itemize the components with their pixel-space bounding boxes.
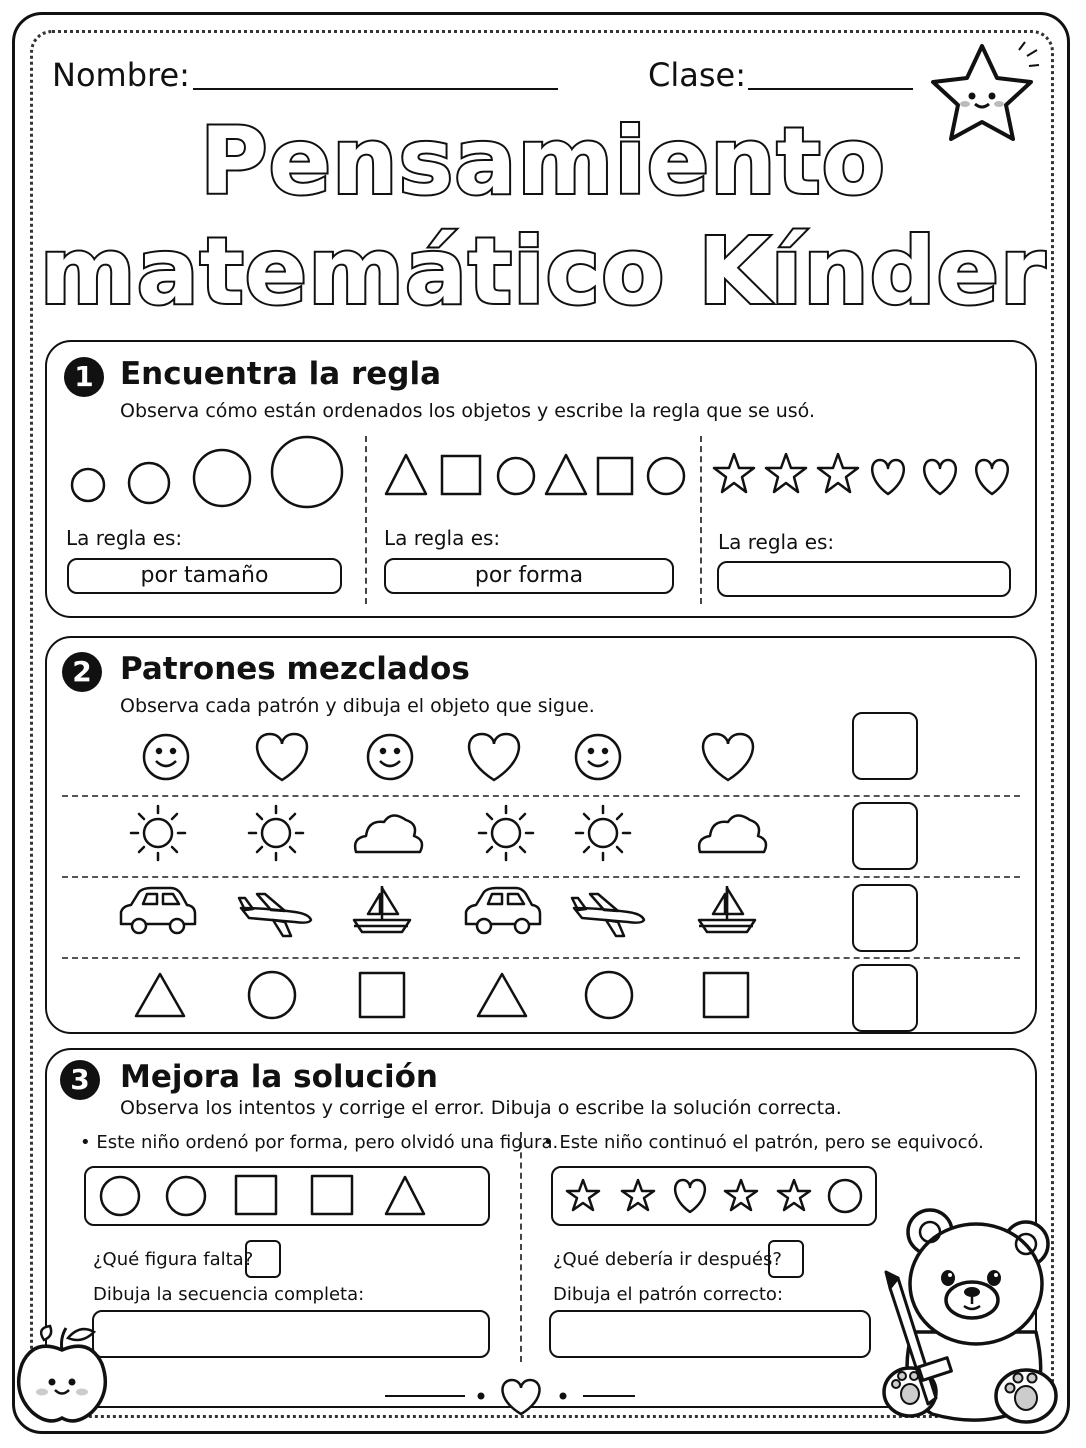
heart-shape	[872, 460, 904, 494]
pattern-row-suns-clouds	[120, 804, 780, 866]
section-2-subtitle: Observa cada patrón y dibuja el objeto que sigue.	[120, 695, 595, 717]
section-3-subtitle: Observa los intentos y corrige el error. Dibuja o escribe la solución correcta.	[120, 1097, 842, 1119]
sun-icon	[576, 806, 630, 860]
sailboat-icon	[354, 886, 410, 932]
sun-icon	[479, 806, 533, 860]
answer-box[interactable]	[852, 802, 918, 870]
smiley-icon	[368, 735, 412, 779]
section-2-number: 2	[62, 652, 102, 692]
pattern-row-shapes	[130, 966, 770, 1026]
left-instruction: • Este niño ordenó por forma, pero olvidó una figura.	[80, 1132, 559, 1153]
circle-shape	[272, 437, 342, 507]
car-icon	[121, 888, 195, 933]
rule-answer-box[interactable]: por tamaño	[67, 558, 342, 594]
class-line[interactable]	[748, 88, 913, 90]
triangle-shape	[546, 455, 586, 494]
circle-shape	[101, 1177, 139, 1215]
next-item-answer-box[interactable]	[768, 1240, 804, 1278]
draw-sequence-label: Dibuja la secuencia completa:	[93, 1284, 365, 1305]
triangle-shape	[136, 974, 184, 1016]
heart-icon	[257, 734, 307, 780]
row-divider	[62, 957, 1020, 959]
draw-pattern-label: Dibuja el patrón correcto:	[553, 1284, 784, 1305]
square-shape	[442, 456, 480, 494]
cloud-icon	[699, 815, 766, 852]
star-shape	[725, 1180, 757, 1210]
star-shape	[714, 454, 754, 492]
title-line-2: matemático Kínder	[39, 218, 1047, 325]
rule-label: La regla es:	[66, 526, 183, 550]
car-icon	[466, 888, 540, 933]
draw-sequence-box[interactable]	[92, 1310, 490, 1358]
row-divider	[62, 795, 1020, 797]
star-shape	[567, 1180, 599, 1210]
heart-icon	[703, 734, 753, 780]
heart-shape	[924, 460, 956, 494]
divider	[365, 436, 367, 604]
circle-shape	[648, 458, 684, 494]
section-3-number: 3	[60, 1060, 100, 1100]
pattern-row-vehicles	[115, 884, 795, 948]
right-instruction: • Este niño continuó el patrón, pero se equivocó.	[543, 1132, 984, 1153]
airplane-icon	[239, 894, 311, 936]
class-label: Clase:	[648, 56, 746, 94]
square-shape	[704, 973, 748, 1017]
circle-shape	[498, 458, 534, 494]
title-line-1: Pensamiento	[200, 108, 886, 215]
section-1-title: Encuentra la regla	[120, 356, 441, 392]
circle-shape	[129, 463, 169, 503]
star-shape	[622, 1180, 654, 1210]
square-shape	[312, 1176, 352, 1214]
attempt-sequence-right	[551, 1166, 877, 1226]
circle-shape	[167, 1177, 205, 1215]
star-shape	[778, 1180, 810, 1210]
sequence-stars-hearts	[708, 448, 1028, 508]
square-shape	[598, 458, 632, 494]
rule-answer-box[interactable]: por forma	[384, 558, 674, 594]
section-1-subtitle: Observa cómo están ordenados los objetos y escribe la regla que se usó.	[120, 400, 816, 422]
square-shape	[236, 1176, 276, 1214]
circle-shape	[829, 1180, 861, 1212]
circle-shape	[586, 972, 632, 1018]
footer-divider	[385, 1378, 635, 1418]
divider	[700, 436, 702, 604]
smiley-icon	[576, 735, 620, 779]
divider	[520, 1132, 522, 1362]
circle-shape	[194, 450, 250, 506]
section-3-title: Mejora la solución	[120, 1059, 438, 1095]
heart-shape	[976, 460, 1008, 494]
next-item-question: ¿Qué debería ir después?	[553, 1249, 782, 1270]
sequence-by-size	[60, 430, 360, 520]
circle-shape	[249, 972, 295, 1018]
missing-shape-question: ¿Qué figura falta?	[93, 1249, 254, 1270]
answer-box[interactable]	[852, 964, 918, 1032]
sun-icon	[249, 806, 303, 860]
sailboat-icon	[699, 886, 755, 932]
section-1-number: 1	[64, 357, 104, 397]
star-shape	[818, 454, 858, 492]
sequence-by-shape	[380, 440, 690, 510]
square-shape	[360, 973, 404, 1017]
name-line[interactable]	[193, 88, 558, 90]
airplane-icon	[572, 894, 644, 936]
sun-icon	[131, 806, 185, 860]
teddy-bear-icon	[872, 1192, 1062, 1428]
triangle-shape	[386, 455, 426, 494]
circle-shape	[72, 469, 104, 501]
rule-answer-box[interactable]	[717, 561, 1011, 597]
attempt-sequence-left	[84, 1166, 490, 1226]
apple-mascot-icon	[14, 1320, 114, 1430]
star-shape	[766, 454, 806, 492]
triangle-shape	[386, 1177, 424, 1214]
row-divider	[62, 876, 1020, 878]
triangle-shape	[478, 974, 526, 1016]
pattern-row-faces-hearts	[130, 726, 770, 788]
name-label: Nombre:	[52, 56, 190, 94]
smiley-icon	[144, 735, 188, 779]
cloud-icon	[355, 815, 422, 852]
heart-icon	[502, 1380, 539, 1414]
draw-pattern-box[interactable]	[549, 1310, 871, 1358]
rule-label: La regla es:	[718, 530, 835, 554]
section-2-title: Patrones mezclados	[120, 651, 470, 687]
rule-label: La regla es:	[384, 526, 501, 550]
heart-icon	[469, 734, 519, 780]
answer-box[interactable]	[852, 884, 918, 952]
missing-shape-answer-box[interactable]	[245, 1240, 281, 1278]
heart-shape	[675, 1180, 705, 1212]
answer-box[interactable]	[852, 712, 918, 780]
